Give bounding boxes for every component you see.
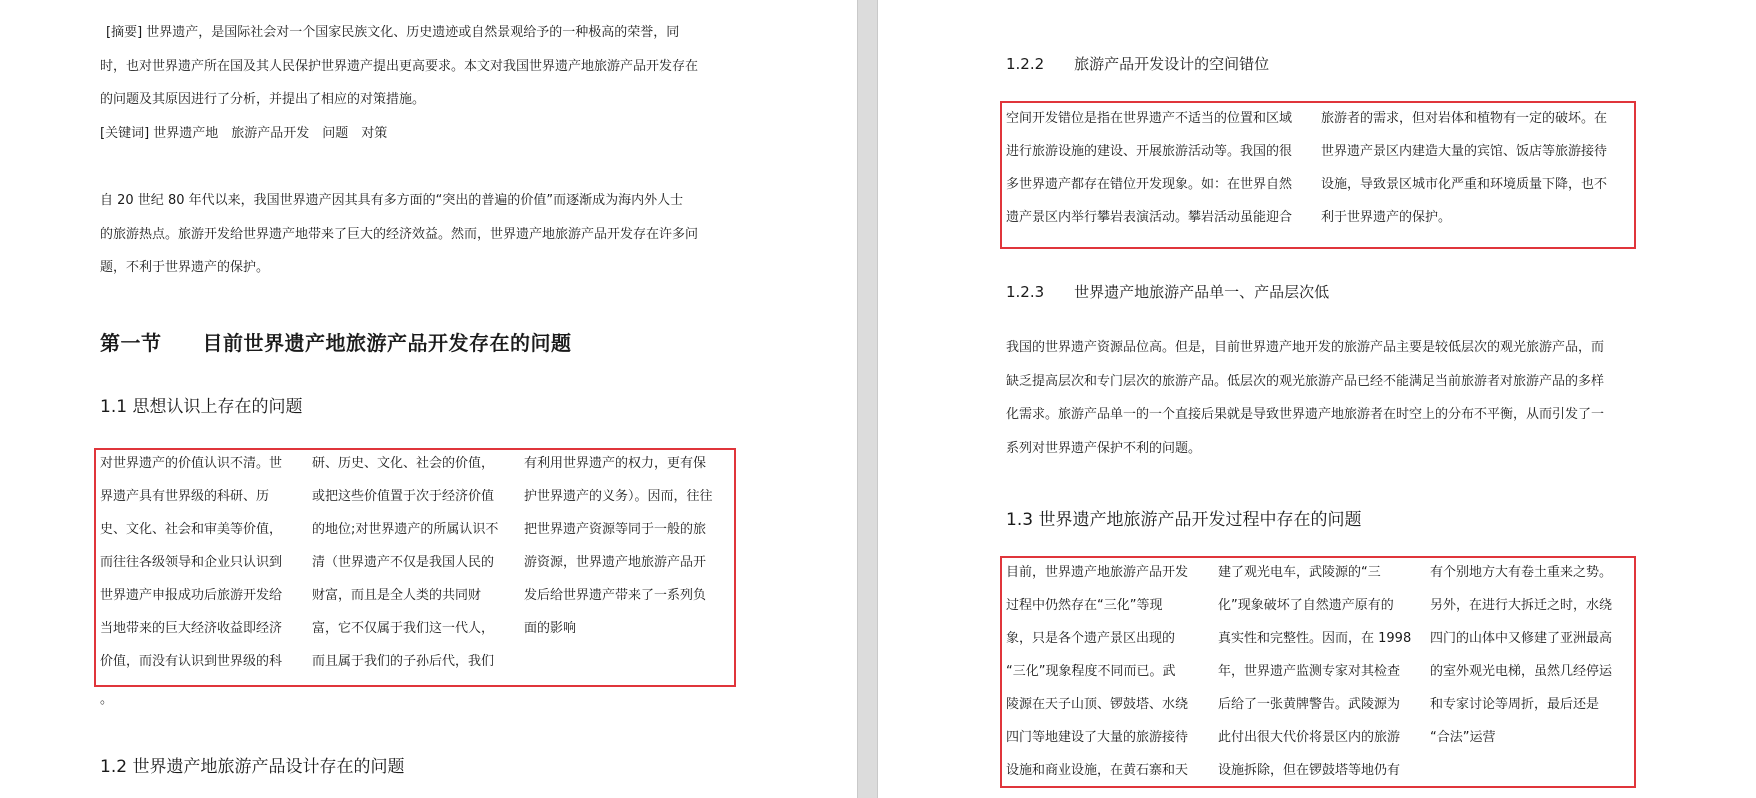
text-line: 而往往各级领导和企业只认识到 [100, 555, 283, 570]
text-line: 设施和商业设施，在黄石寨和天 [1006, 763, 1189, 778]
para-line-2: 缺乏提高层次和专门层次的旅游产品。低层次的观光旅游产品已经不能满足当前旅游者对旅游产品的多样 [1006, 374, 1605, 389]
page-gutter [857, 0, 878, 798]
text-line: 象，只是各个遗产景区出现的 [1006, 631, 1176, 646]
text-line: 把世界遗产资源等同于一般的旅 [524, 522, 707, 537]
intro-line-1: 自 20 世纪 80 年代以来，我国世界遗产因其具有多方面的“突出的普遍的价值”而逐渐成为海内外人士 [100, 193, 684, 208]
heading-1-2-3: 1.2.3 世界遗产地旅游产品单一、产品层次低 [1006, 283, 1330, 301]
keywords-line: [关键词] 世界遗产地 旅游产品开发 问题 对策 [100, 126, 388, 141]
text-line: 年，世界遗产监测专家对其检查 [1218, 664, 1401, 679]
text-line: 研、历史、文化、社会的价值， [312, 456, 495, 471]
para-line-4: 系列对世界遗产保护不利的问题。 [1006, 441, 1202, 456]
abstract-line-3: 的问题及其原因进行了分析，并提出了相应的对策措施。 [100, 92, 426, 107]
text-line: 有个别地方大有卷土重来之势。 [1430, 565, 1613, 580]
text-line: 对世界遗产的价值认识不清。世 [100, 456, 283, 471]
text-line: 后给了一张黄牌警告。武陵源为 [1218, 697, 1401, 712]
para-line-3: 化需求。旅游产品单一的一个直接后果就是导致世界遗产地旅游者在时空上的分布不平衡，从而引发了一 [1006, 407, 1605, 422]
text-line: 史、文化、社会和审美等价值， [100, 522, 283, 537]
text-line: 当地带来的巨大经济收益即经济 [100, 621, 283, 636]
text-line: 遗产景区内举行攀岩表演活动。攀岩活动虽能迎合 [1006, 210, 1293, 225]
text-line: 旅游者的需求，但对岩体和植物有一定的破坏。在 [1321, 111, 1608, 126]
text-line: “合法”运营 [1430, 730, 1496, 745]
text-line: 多世界遗产都存在错位开发现象。如：在世界自然 [1006, 177, 1293, 192]
text-line: 化”现象破坏了自然遗产原有的 [1218, 598, 1394, 613]
text-line: 利于世界遗产的保护。 [1321, 210, 1452, 225]
heading-1-2-2: 1.2.2 旅游产品开发设计的空间错位 [1006, 55, 1270, 73]
abstract-line-1: [摘要] 世界遗产，是国际社会对一个国家民族文化、历史遗迹或自然景观给予的一种极高的荣誉，同 [106, 25, 680, 40]
text-line: 有利用世界遗产的权力，更有保 [524, 456, 707, 471]
text-line: “三化”现象程度不同而已。武 [1006, 664, 1176, 679]
text-line: 目前，世界遗产地旅游产品开发 [1006, 565, 1189, 580]
text-line: 的室外观光电梯，虽然几经停运 [1430, 664, 1613, 679]
intro-line-3: 题，不利于世界遗产的保护。 [100, 260, 270, 275]
text-line: 世界遗产景区内建造大量的宾馆、饭店等旅游接待 [1321, 144, 1608, 159]
text-line: 进行旅游设施的建设、开展旅游活动等。我国的很 [1006, 144, 1293, 159]
para-line-1: 我国的世界遗产资源品位高。但是，目前世界遗产地开发的旅游产品主要是较低层次的观光旅游产品，而 [1006, 340, 1605, 355]
text-line: 建了观光电车，武陵源的“三 [1218, 565, 1381, 580]
text-line: 价值，而没有认识到世界级的科 [100, 654, 283, 669]
text-line: 或把这些价值置于次于经济价值 [312, 489, 495, 504]
text-line: 真实性和完整性。因而，在 1998 [1218, 631, 1412, 646]
text-line: 和专家讨论等周折，最后还是 [1430, 697, 1600, 712]
text-line: 游资源，世界遗产地旅游产品开 [524, 555, 707, 570]
text-line: 设施，导致景区城市化严重和环境质量下降，也不 [1321, 177, 1608, 192]
text-line: 过程中仍然存在“三化”等现 [1006, 598, 1163, 613]
text-line: 空间开发错位是指在世界遗产不适当的位置和区域 [1006, 111, 1293, 126]
text-line: 富，它不仅属于我们这一代人， [312, 621, 495, 636]
text-line: 面的影响 [524, 621, 577, 636]
heading-1-3: 1.3 世界遗产地旅游产品开发过程中存在的问题 [1006, 510, 1362, 530]
text-line: 世界遗产申报成功后旅游开发给 [100, 588, 283, 603]
text-line: 此付出很大代价将景区内的旅游 [1218, 730, 1401, 745]
document-page-left [0, 0, 857, 798]
stray-period: 。 [100, 692, 114, 707]
text-line: 清（世界遗产不仅是我国人民的 [312, 555, 495, 570]
section-heading: 第一节 目前世界遗产地旅游产品开发存在的问题 [100, 331, 572, 355]
heading-1-2: 1.2 世界遗产地旅游产品设计存在的问题 [100, 757, 405, 777]
text-line: 四门等地建设了大量的旅游接待 [1006, 730, 1189, 745]
text-line: 设施拆除，但在锣鼓塔等地仍有 [1218, 763, 1401, 778]
heading-1-1: 1.1 思想认识上存在的问题 [100, 397, 303, 417]
text-line: 财富，而且是全人类的共同财 [312, 588, 482, 603]
text-line: 另外，在进行大拆迁之时，水绕 [1430, 598, 1613, 613]
text-line: 护世界遗产的义务）。因而，往往 [524, 489, 713, 504]
intro-line-2: 的旅游热点。旅游开发给世界遗产地带来了巨大的经济效益。然而，世界遗产地旅游产品开发存在许多问 [100, 227, 699, 242]
abstract-line-2: 时，也对世界遗产所在国及其人民保护世界遗产提出更高要求。本文对我国世界遗产地旅游产品开发存在 [100, 59, 699, 74]
text-line: 发后给世界遗产带来了一系列负 [524, 588, 707, 603]
text-line: 的地位;对世界遗产的所属认识不 [312, 522, 499, 537]
text-line: 陵源在天子山顶、锣鼓塔、水绕 [1006, 697, 1189, 712]
text-line: 而且属于我们的子孙后代，我们 [312, 654, 495, 669]
text-line: 四门的山体中又修建了亚洲最高 [1430, 631, 1613, 646]
text-line: 界遗产具有世界级的科研、历 [100, 489, 270, 504]
document-page-right [878, 0, 1756, 798]
